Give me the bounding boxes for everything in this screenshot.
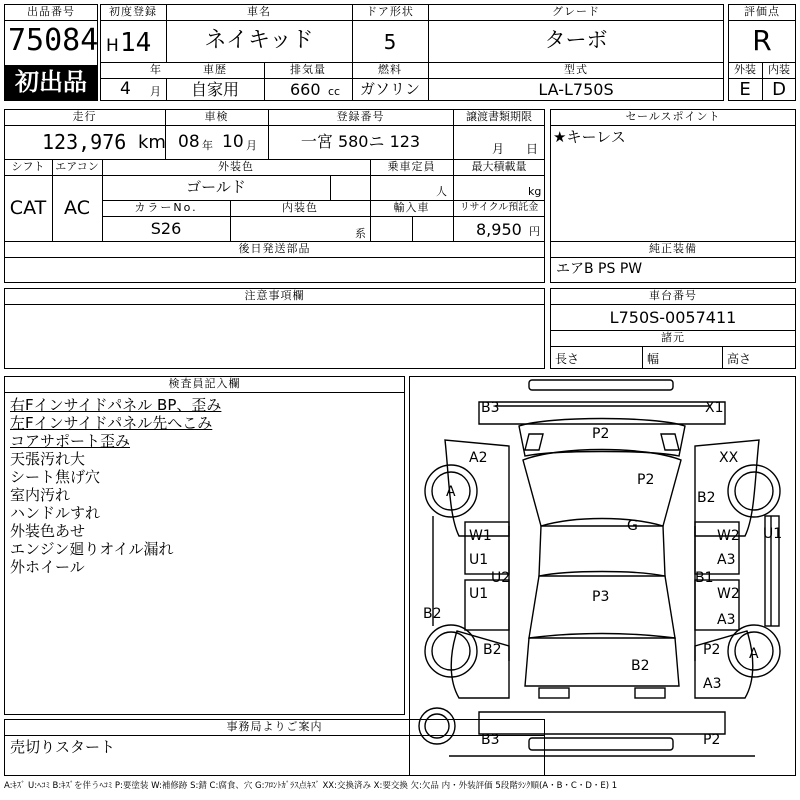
height-label: 高さ <box>727 352 752 366</box>
width-label: 幅 <box>647 352 660 366</box>
displacement: 660 <box>290 80 321 99</box>
inspection-label: 車検 <box>204 110 229 123</box>
mark-p2-front: P2 <box>637 472 655 488</box>
mark-u1-b: U1 <box>469 586 489 602</box>
chassis-number: L750S-0057411 <box>609 308 737 327</box>
mark-p3: P3 <box>592 589 610 605</box>
mark-a-front-left: A <box>446 484 456 500</box>
mark-p2-bottom: P2 <box>703 732 721 748</box>
displacement-unit: cc <box>328 85 341 98</box>
month-unit: 月 <box>150 85 161 98</box>
import-label: 輸入車 <box>393 201 430 214</box>
capacity-label: 乗車定員 <box>387 160 436 173</box>
score-label: 評価点 <box>744 5 780 18</box>
transfer-day-unit: 日 <box>526 142 539 156</box>
later-parts-label: 後日発送部品 <box>238 242 311 255</box>
inspector-line: ハンドルすれ <box>10 504 101 522</box>
sales-point-label: セールスポイント <box>625 110 721 123</box>
recycle-fee: 8,950 <box>476 220 522 239</box>
ext-color: ゴールド <box>186 178 246 196</box>
model-label: 型式 <box>564 63 588 76</box>
interior-grade: D <box>772 79 786 100</box>
registration-label: 登録番号 <box>336 110 385 123</box>
history-label: 車歴 <box>203 63 227 76</box>
lot-number: 75084 <box>8 23 99 58</box>
exterior-label: 外装 <box>734 63 756 76</box>
inspector-label: 検査員記入欄 <box>168 377 241 390</box>
dims-label: 諸元 <box>661 331 685 344</box>
inspector-line: 室内汚れ <box>10 486 71 504</box>
lot-label: 出品番号 <box>27 5 75 18</box>
inspection-year: 08 <box>178 132 200 152</box>
car-name: ネイキッド <box>204 28 314 53</box>
mileage: 123,976 <box>42 130 127 154</box>
mark-u1-a: U1 <box>469 552 489 568</box>
inspector-notes <box>10 396 221 576</box>
inspector-line: エンジン廻りオイル漏れ <box>10 540 174 558</box>
first-reg-month: 4 <box>120 79 131 99</box>
office-label: 事務局よりご案内 <box>226 720 323 733</box>
car-diagram <box>409 376 796 776</box>
mark-u2: U2 <box>491 570 511 586</box>
mark-b2-rear-left: B2 <box>483 642 502 658</box>
mark-w2-b: W2 <box>717 586 740 602</box>
inspector-line: 天張汚れ大 <box>10 450 86 468</box>
fuel: ガソリン <box>359 80 420 98</box>
era: H <box>106 36 119 56</box>
inspector-line: 外装色あせ <box>10 522 86 540</box>
inspector-line: コアサポート歪み <box>10 432 131 450</box>
mark-b3-bottom: B3 <box>481 732 500 748</box>
mark-a-rear-right: A <box>749 646 759 662</box>
door-label: ドア形状 <box>366 5 414 18</box>
inspector-line: シート焦げ穴 <box>10 468 101 486</box>
registration: 一宮 580ニ 123 <box>300 132 421 151</box>
inspection-month: 10 <box>222 132 244 152</box>
inspector-line: 左Fインサイドパネル先へこみ <box>10 414 213 432</box>
sales-point-text: ★キーレス <box>553 128 626 146</box>
ac-label: エアコン <box>55 160 99 173</box>
exterior-grade: E <box>739 79 751 100</box>
history: 自家用 <box>190 80 239 99</box>
displacement-label: 排気量 <box>290 63 326 76</box>
mark-p2-rear-right: P2 <box>703 642 721 658</box>
model: LA-L750S <box>538 80 614 99</box>
chassis-label: 車台番号 <box>649 289 697 302</box>
interior-label: 内装 <box>768 63 790 76</box>
inspection-year-unit: 年 <box>202 139 213 152</box>
inspection-month-unit: 月 <box>246 139 257 152</box>
mark-a3-a: A3 <box>717 552 736 568</box>
year-unit: 年 <box>150 63 161 76</box>
mark-xx: XX <box>719 450 739 466</box>
length-label: 長さ <box>555 352 580 366</box>
fuel-label: 燃料 <box>378 63 402 76</box>
mark-p2-hood: P2 <box>592 426 610 442</box>
genuine-equipment-text: エアB PS PW <box>556 261 643 277</box>
mark-g: G <box>627 518 638 534</box>
office-text: 売切りスタート <box>10 738 116 756</box>
mark-b2-rear: B2 <box>631 658 650 674</box>
load-label: 最大積載量 <box>471 160 527 173</box>
recycle-unit: 円 <box>529 225 540 238</box>
first-reg-label: 初度登録 <box>109 5 157 18</box>
doors: 5 <box>383 30 397 54</box>
first-listing-text: 初出品 <box>15 68 87 96</box>
mileage-unit: km <box>138 132 166 153</box>
grade-label: グレード <box>552 5 600 18</box>
ac: AC <box>64 197 90 219</box>
int-color-unit: 系 <box>355 227 366 240</box>
mark-w1: W1 <box>469 528 492 544</box>
mark-b3-top: B3 <box>481 400 500 416</box>
shift: CAT <box>9 197 47 219</box>
score: R <box>752 24 772 57</box>
capacity-unit: 人 <box>436 185 447 198</box>
inspector-line: 外ホイール <box>10 558 85 576</box>
transfer-label: 譲渡書類期限 <box>466 110 532 123</box>
mark-b2-right: B2 <box>697 490 716 506</box>
mark-b1: B1 <box>695 570 714 586</box>
legend: A:ｷｽﾞ U:ﾍｺﾐ B:ｷｽﾞを伴うﾍｺﾐ P:要塗装 W:補修跡 S:錆 C:腐食、穴 G:ﾌﾛﾝﾄｶﾞﾗｽ点ｷｽﾞ XX:交換済み X:要交換 欠:欠品 内・外装評価 5段階ﾗﾝｸ順(A・B・C・D・E) 1 <box>4 781 618 791</box>
genuine-equipment-label: 純正装備 <box>649 242 697 255</box>
mark-a3-b: A3 <box>717 612 736 628</box>
mark-u1-right: U1 <box>763 526 783 542</box>
first-reg-year: 14 <box>120 28 152 58</box>
mark-a3-c: A3 <box>703 676 722 692</box>
ext-color-label: 外装色 <box>218 160 254 173</box>
mark-b2-left: B2 <box>423 606 442 622</box>
recycle-label: リサイクル預託金 <box>459 202 539 213</box>
color-no: S26 <box>150 219 182 238</box>
color-no-label: カラーNo. <box>134 201 198 214</box>
notes-label: 注意事項欄 <box>244 289 305 302</box>
load-unit: kg <box>528 185 542 198</box>
mileage-label: 走行 <box>72 110 97 123</box>
mark-w2-a: W2 <box>717 528 740 544</box>
mark-a2: A2 <box>469 450 488 466</box>
transfer-month-unit: 月 <box>492 142 505 156</box>
shift-label: シフト <box>11 160 45 173</box>
int-color-label: 内装色 <box>282 201 318 214</box>
car-name-label: 車名 <box>247 5 271 18</box>
grade: ターボ <box>544 28 608 52</box>
inspector-line: 右Fインサイドパネル BP、歪み <box>10 396 222 414</box>
mark-x1: X1 <box>705 400 724 416</box>
